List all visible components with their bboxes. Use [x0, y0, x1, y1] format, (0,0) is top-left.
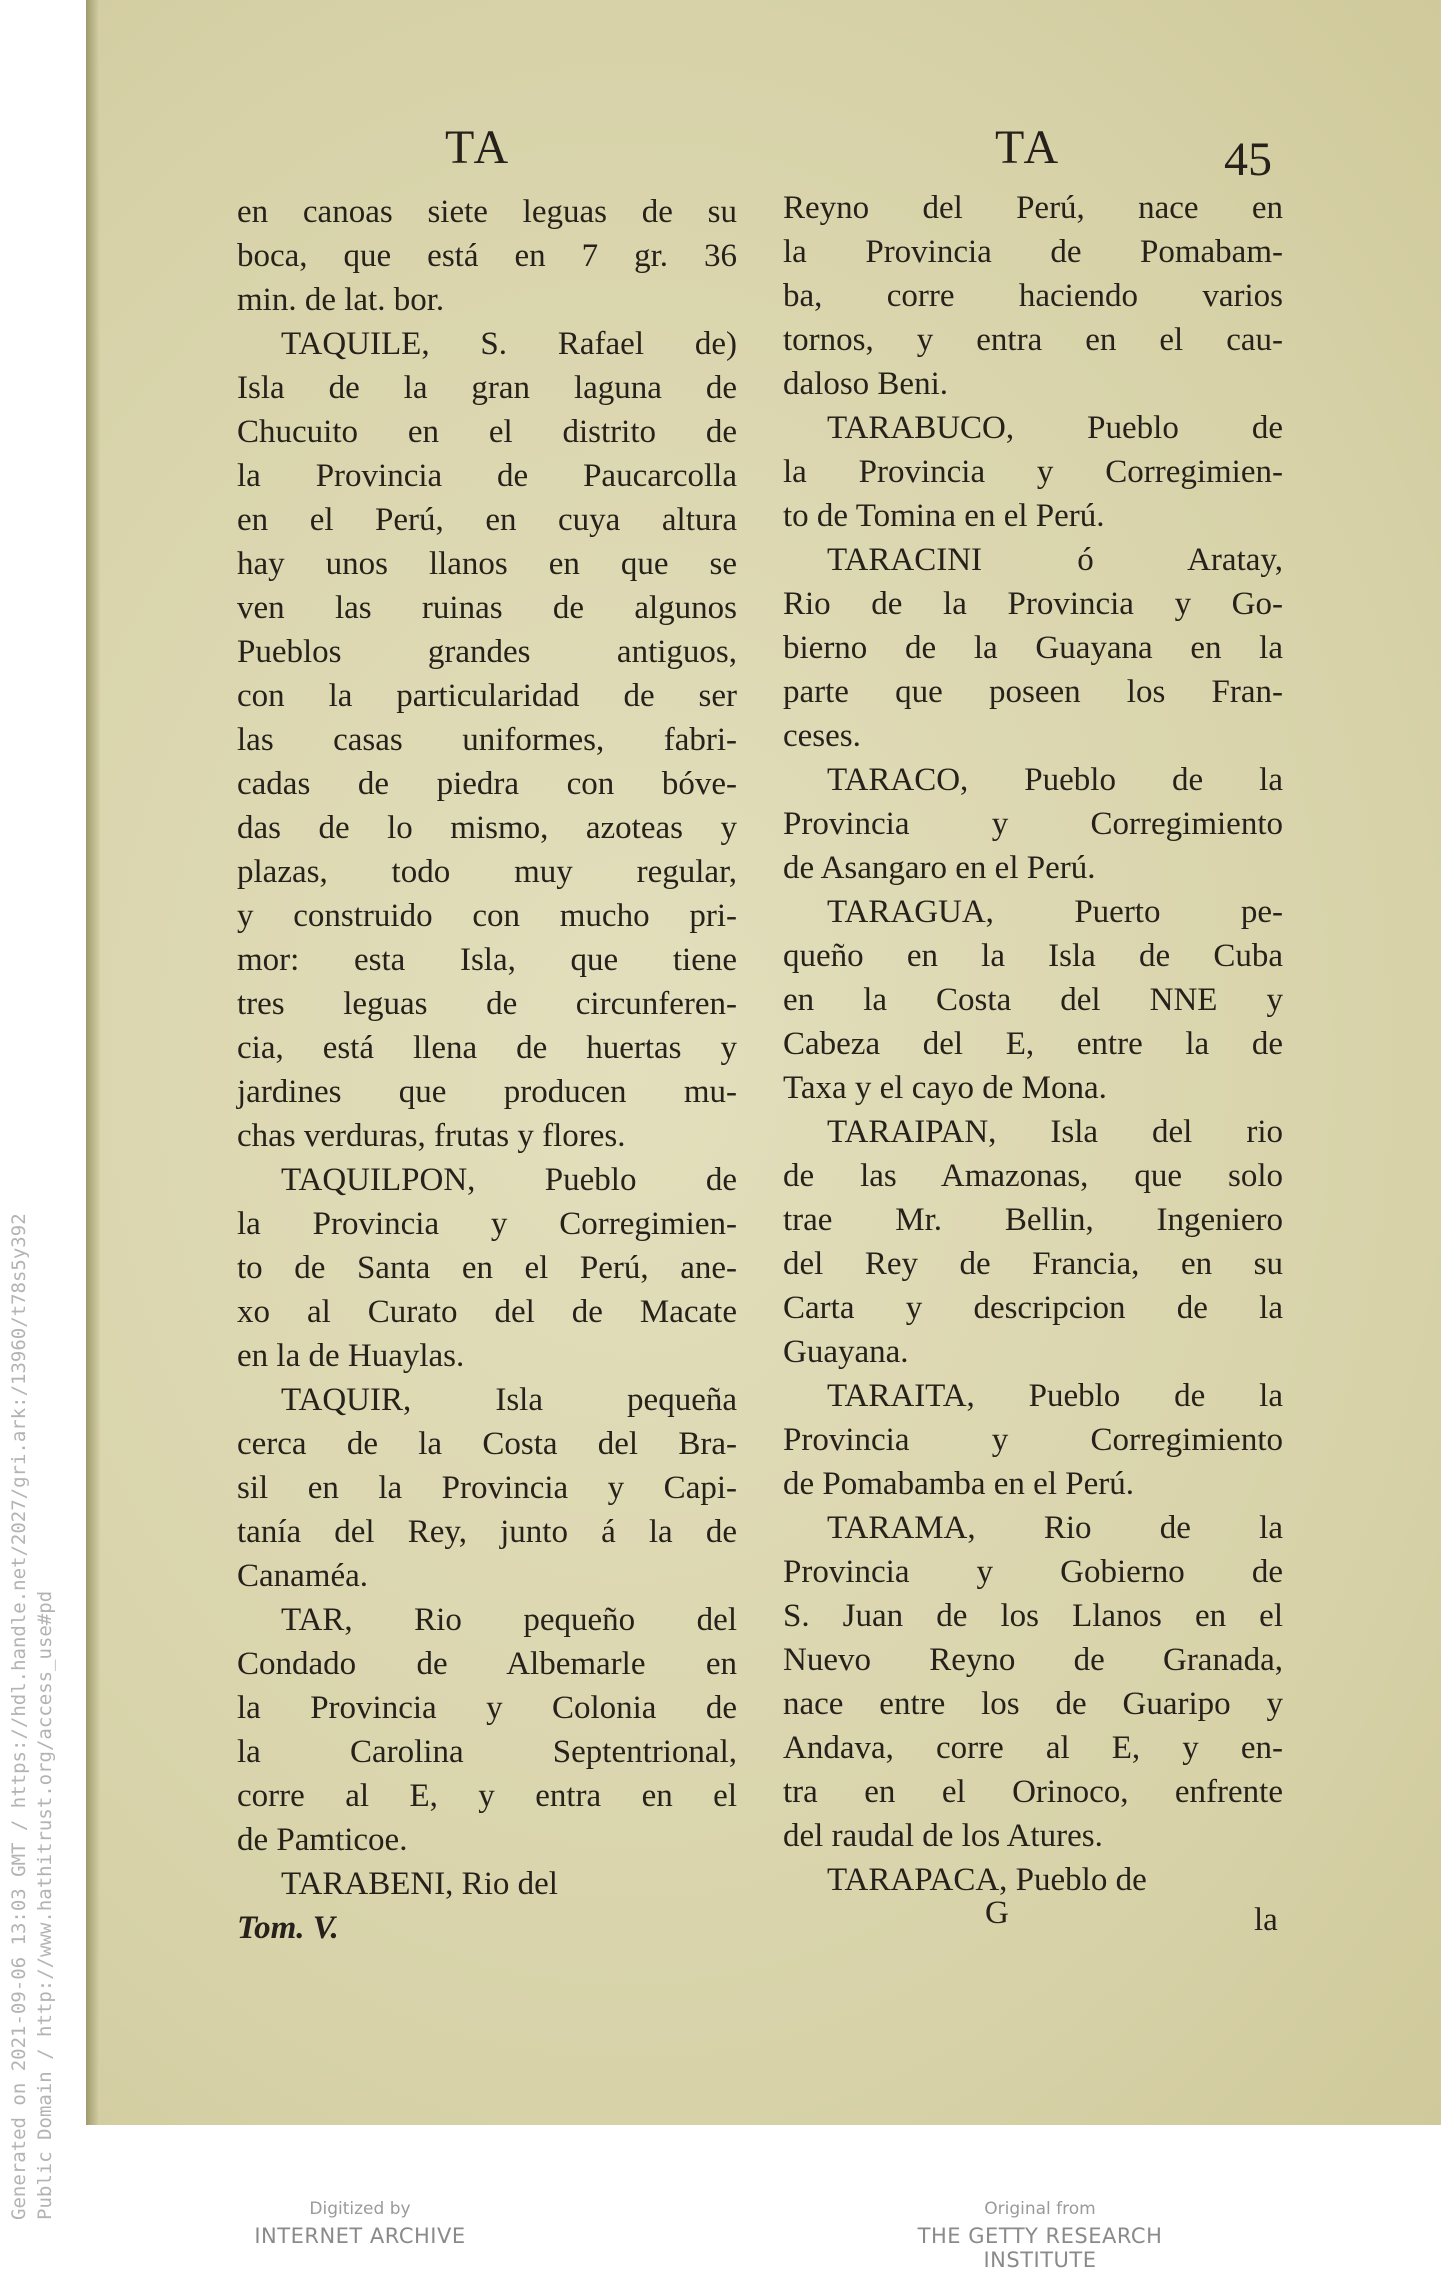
- text-line: del raudal de los Atures.: [783, 1818, 1103, 1854]
- text-line: TARABENI, Rio del: [281, 1866, 558, 1902]
- text-line: jardines que producen mu-: [237, 1074, 737, 1110]
- text-line: plazas, todo muy regular,: [237, 854, 737, 890]
- text-line: de Pomabamba en el Perú.: [783, 1466, 1134, 1502]
- text-line: hay unos llanos en que se: [237, 546, 737, 582]
- text-line: TAR, Rio pequeño del: [281, 1602, 737, 1638]
- text-line: la Provincia y Corregimien-: [237, 1206, 737, 1242]
- text-line: TAQUILE, S. Rafael de): [281, 326, 737, 362]
- text-line: de Asangaro en el Perú.: [783, 850, 1096, 886]
- running-head-right: TA: [995, 121, 1062, 174]
- text-line: Provincia y Corregimiento: [783, 806, 1283, 842]
- text-line: mor: esta Isla, que tiene: [237, 942, 737, 978]
- text-line: das de lo mismo, azoteas y: [237, 810, 737, 846]
- text-line: tanía del Rey, junto á la de: [237, 1514, 737, 1550]
- text-line: Reyno del Perú, nace en: [783, 190, 1283, 226]
- text-line: Canaméa.: [237, 1558, 369, 1594]
- watermark-line-1: Generated on 2021-09-06 13:03 GMT / https://hdl.handle.net/2027/gri.ark:/13960/t78s5y392: [8, 1213, 30, 2220]
- text-line: boca, que está en 7 gr. 36: [237, 238, 737, 274]
- text-line: to de Tomina en el Perú.: [783, 498, 1105, 534]
- text-line: en el Perú, en cuya altura: [237, 502, 737, 538]
- original-from-source: THE GETTY RESEARCH INSTITUTE: [917, 2224, 1163, 2272]
- text-line: sil en la Provincia y Capi-: [237, 1470, 737, 1506]
- text-line: nace entre los de Guaripo y: [783, 1686, 1283, 1722]
- text-line: TARAMA, Rio de la: [827, 1510, 1283, 1546]
- page-number: 45: [1224, 133, 1272, 186]
- text-line: la Provincia de Paucarcolla: [237, 458, 737, 494]
- text-line: y construido con mucho pri-: [237, 898, 737, 934]
- text-line: parte que poseen los Fran-: [783, 674, 1283, 710]
- text-line: daloso Beni.: [783, 366, 948, 402]
- text-line: Condado de Albemarle en: [237, 1646, 737, 1682]
- text-line: cerca de la Costa del Bra-: [237, 1426, 737, 1462]
- text-line: Andava, corre al E, y en-: [783, 1730, 1283, 1766]
- text-line: Chucuito en el distrito de: [237, 414, 737, 450]
- text-line: las casas uniformes, fabri-: [237, 722, 737, 758]
- text-line: TARAPACA, Pueblo de: [827, 1862, 1147, 1898]
- text-line: Guayana.: [783, 1334, 909, 1370]
- watermark-line-2: Public Domain / http://www.hathitrust.org/access_use#pd: [34, 1590, 56, 2220]
- signature-mark: G: [985, 1895, 1009, 1931]
- digitized-by-source: INTERNET ARCHIVE: [254, 2224, 466, 2248]
- text-line: TARAITA, Pueblo de la: [827, 1378, 1283, 1414]
- digitized-by-label: Digitized by: [309, 2199, 411, 2219]
- right-text-column: [783, 186, 1283, 1902]
- text-line: Isla de la gran laguna de: [237, 370, 737, 406]
- volume-footer: Tom. V.: [237, 1910, 339, 1946]
- text-line: min. de lat. bor.: [237, 282, 445, 318]
- text-line: en canoas siete leguas de su: [237, 194, 737, 230]
- text-line: tres leguas de circunferen-: [237, 986, 737, 1022]
- text-line: cadas de piedra con bóve-: [237, 766, 737, 802]
- text-line: de las Amazonas, que solo: [783, 1158, 1283, 1194]
- hathitrust-watermark: [0, 1080, 60, 2255]
- text-line: chas verduras, frutas y flores.: [237, 1118, 626, 1154]
- text-line: en la Costa del NNE y: [783, 982, 1283, 1018]
- text-line: queño en la Isla de Cuba: [783, 938, 1283, 974]
- text-line: TAQUIR, Isla pequeña: [281, 1382, 737, 1418]
- text-line: en la de Huaylas.: [237, 1338, 465, 1374]
- left-text-column: [237, 190, 737, 1950]
- page-gutter-shadow: [86, 0, 100, 2125]
- text-line: ceses.: [783, 718, 861, 754]
- text-line: la Provincia de Pomabam-: [783, 234, 1283, 270]
- text-line: Cabeza del E, entre la de: [783, 1026, 1283, 1062]
- text-line: de Pamticoe.: [237, 1822, 408, 1858]
- catchword: la: [1254, 1902, 1278, 1938]
- text-line: la Provincia y Corregimien-: [783, 454, 1283, 490]
- text-line: cia, está llena de huertas y: [237, 1030, 737, 1066]
- text-line: Rio de la Provincia y Go-: [783, 586, 1283, 622]
- text-line: TARABUCO, Pueblo de: [827, 410, 1283, 446]
- text-line: tornos, y entra en el cau-: [783, 322, 1283, 358]
- text-line: TARAIPAN, Isla del rio: [827, 1114, 1283, 1150]
- text-line: TARACINI ó Aratay,: [827, 542, 1283, 578]
- text-line: la Carolina Septentrional,: [237, 1734, 737, 1770]
- running-head-left: TA: [445, 121, 512, 174]
- text-line: Taxa y el cayo de Mona.: [783, 1070, 1107, 1106]
- text-line: to de Santa en el Perú, ane-: [237, 1250, 737, 1286]
- text-line: Provincia y Corregimiento: [783, 1422, 1283, 1458]
- text-line: corre al E, y entra en el: [237, 1778, 737, 1814]
- text-line: tra en el Orinoco, enfrente: [783, 1774, 1283, 1810]
- text-line: Nuevo Reyno de Granada,: [783, 1642, 1283, 1678]
- text-line: Provincia y Gobierno de: [783, 1554, 1283, 1590]
- text-line: TARACO, Pueblo de la: [827, 762, 1283, 798]
- original-from-label: Original from: [984, 2199, 1096, 2219]
- text-line: con la particularidad de ser: [237, 678, 737, 714]
- text-line: xo al Curato del de Macate: [237, 1294, 737, 1330]
- text-line: TARAGUA, Puerto pe-: [827, 894, 1283, 930]
- text-line: S. Juan de los Llanos en el: [783, 1598, 1283, 1634]
- text-line: ba, corre haciendo varios: [783, 278, 1283, 314]
- text-line: la Provincia y Colonia de: [237, 1690, 737, 1726]
- text-line: Pueblos grandes antiguos,: [237, 634, 737, 670]
- text-line: trae Mr. Bellin, Ingeniero: [783, 1202, 1283, 1238]
- text-line: del Rey de Francia, en su: [783, 1246, 1283, 1282]
- text-line: Carta y descripcion de la: [783, 1290, 1283, 1326]
- text-line: ven las ruinas de algunos: [237, 590, 737, 626]
- text-line: bierno de la Guayana en la: [783, 630, 1283, 666]
- text-line: TAQUILPON, Pueblo de: [281, 1162, 737, 1198]
